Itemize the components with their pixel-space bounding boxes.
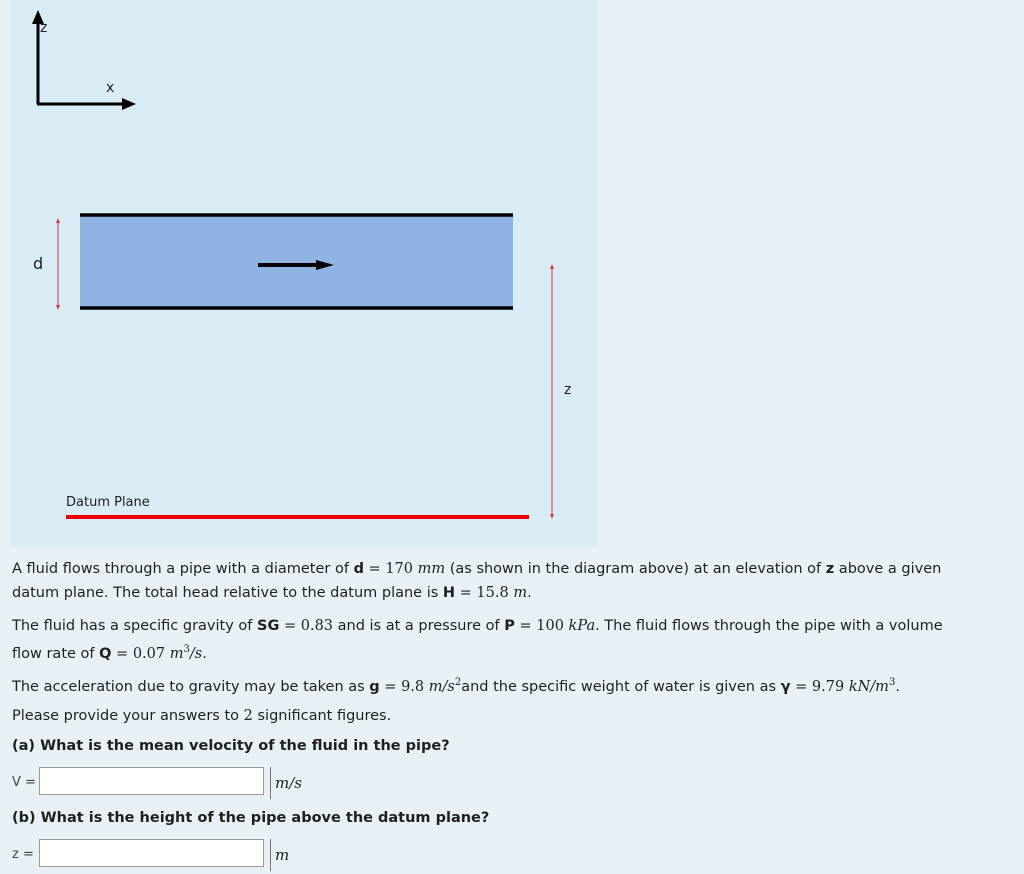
answer-row-height [12,839,332,871]
datum-plane-label: Datum Plane [66,495,150,510]
height-unit: m [270,839,289,871]
velocity-input-label: V = [12,775,36,790]
answer-row-velocity [12,767,332,799]
height-input-label: z = [12,847,34,862]
x-axis-label: x [106,80,115,96]
velocity-unit: m/s [270,767,302,799]
problem-line-6: Please provide your answers to 2 significant figures. [12,708,392,724]
axes-icon [32,10,136,110]
diameter-label: d [33,254,44,273]
z-axis-label: z [40,20,48,36]
question-a-text: (a) What is the mean velocity of the fluid in the pipe? [12,738,450,754]
question-b-text: (b) What is the height of the pipe above the datum plane? [12,810,490,826]
problem-line-2: datum plane. The total head relative to the datum plane is H = 15.8 m. [12,585,532,601]
height-input[interactable] [39,839,264,867]
elevation-label: z [564,382,572,398]
problem-line-3: The fluid has a specific gravity of SG = 0.83 and is at a pressure of P = 100 kPa. The fluid flows through the pipe with a volume [12,618,943,634]
problem-line-4: flow rate of Q = 0.07 $m^3/s$. [12,644,207,662]
diameter-dimension-line [56,218,60,310]
elevation-dimension-line [550,264,554,519]
velocity-input[interactable] [39,767,264,795]
pipe-diagram [10,0,598,547]
diagram-svg [10,0,598,547]
pipe-fluid [80,216,513,308]
problem-line-5: The acceleration due to gravity may be taken as g = 9.8 $m/s^2and$ the specific weight of water is given as γ = 9.79 $kN/m^3$. [12,677,900,695]
problem-line-1: A fluid flows through a pipe with a diameter of d = 170 mm (as shown in the diagram above) at an elevation of z above a given [12,561,942,577]
